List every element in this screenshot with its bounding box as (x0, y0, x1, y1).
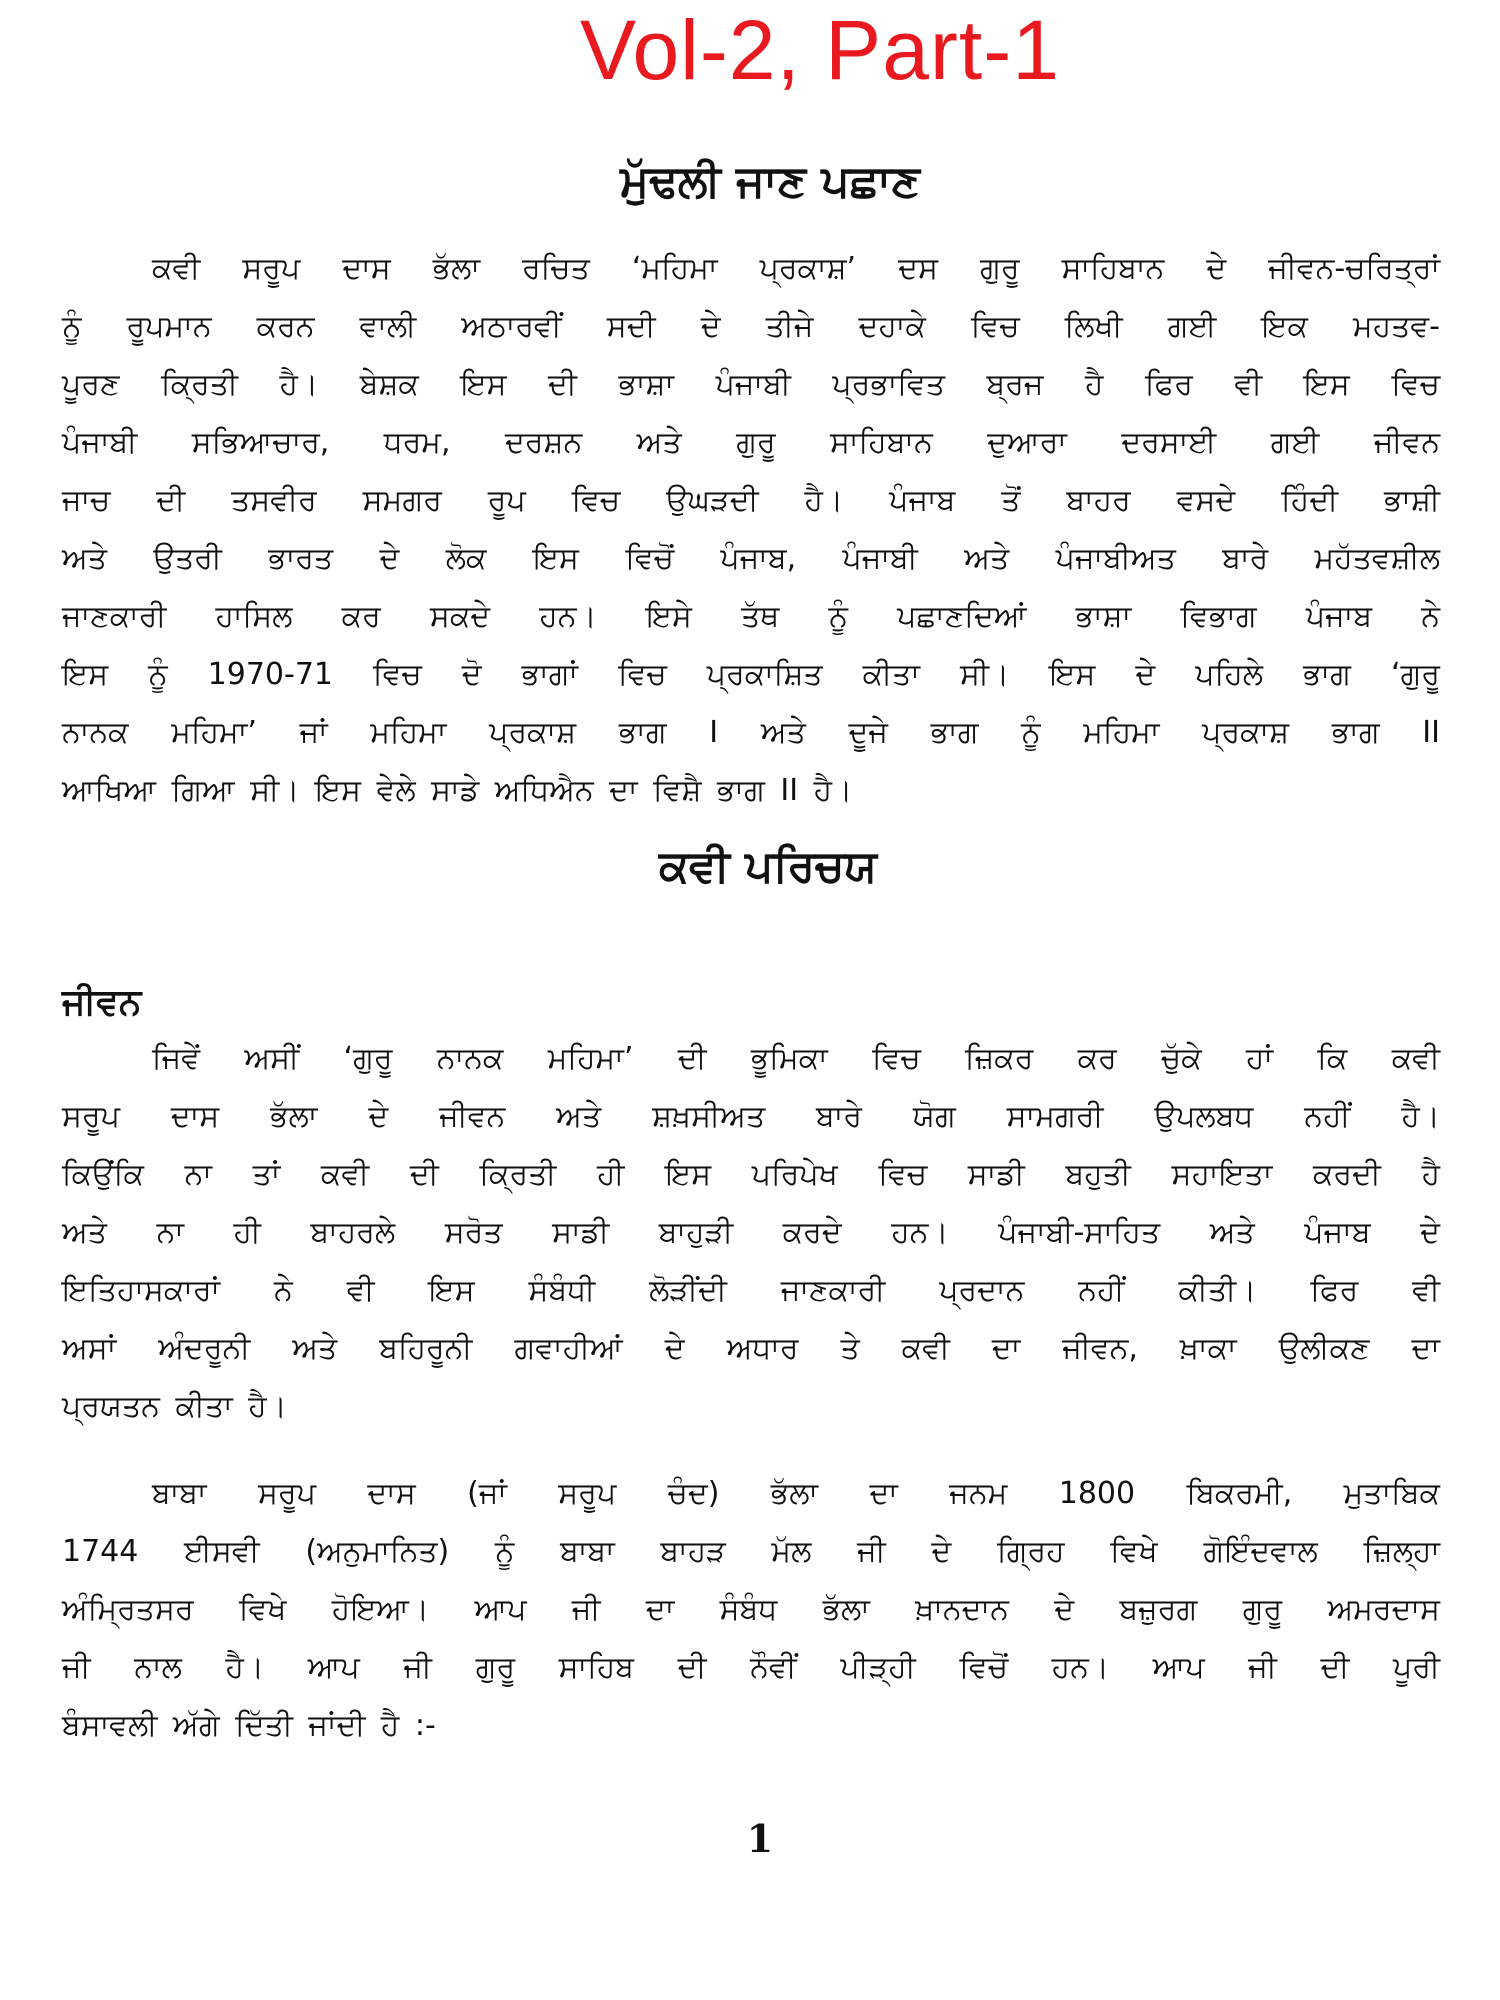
paragraph-birth (62, 1465, 1440, 1755)
text-line: ਪ੍ਰਯਤਨ ਕੀਤਾ ਹੈ। (62, 1389, 287, 1424)
text-line: ਇਤਿਹਾਸਕਾਰਾਂ ਨੇ ਵੀ ਇਸ ਸੰਬੰਧੀ ਲੋੜੀਂਦੀ ਜਾਣਕਾਰੀ ਪ੍ਰਦਾਨ ਨਹੀਂ ਕੀਤੀ। ਫਿਰ ਵੀ (62, 1273, 1440, 1308)
text-line: ਜਾਣਕਾਰੀ ਹਾਸਿਲ ਕਰ ਸਕਦੇ ਹਨ। ਇਸੇ ਤੱਥ ਨੂੰ ਪਛਾਣਦਿਆਂ ਭਾਸ਼ਾ ਵਿਭਾਗ ਪੰਜਾਬ ਨੇ (62, 599, 1440, 634)
text-line: ਬੰਸਾਵਲੀ ਅੱਗੇ ਦਿੱਤੀ ਜਾਂਦੀ ਹੈ :- (62, 1708, 436, 1743)
text-line: ਆਖਿਆ ਗਿਆ ਸੀ। ਇਸ ਵੇਲੇ ਸਾਡੇ ਅਧਿਐਨ ਦਾ ਵਿਸ਼ੈ ਭਾਗ II ਹੈ। (62, 773, 853, 808)
subsection-heading-life: ਜੀਵਨ (62, 982, 142, 1023)
paragraph-introduction (62, 240, 1440, 820)
text-line: ਨੂੰ ਰੂਪਮਾਨ ਕਰਨ ਵਾਲੀ ਅਠਾਰਵੀਂ ਸਦੀ ਦੇ ਤੀਜੇ ਦਹਾਕੇ ਵਿਚ ਲਿਖੀ ਗਈ ਇਕ ਮਹਤਵ- (62, 309, 1440, 344)
text-line: ਅਤੇ ਉਤਰੀ ਭਾਰਤ ਦੇ ਲੋਕ ਇਸ ਵਿਚੋਂ ਪੰਜਾਬ, ਪੰਜਾਬੀ ਅਤੇ ਪੰਜਾਬੀਅਤ ਬਾਰੇ ਮਹੱਤਵਸ਼ੀਲ (62, 541, 1440, 576)
page-number: 1 (746, 1816, 774, 1861)
text-line: ਪੂਰਣ ਕ੍ਰਿਤੀ ਹੈ। ਬੇਸ਼ਕ ਇਸ ਦੀ ਭਾਸ਼ਾ ਪੰਜਾਬੀ ਪ੍ਰਭਾਵਿਤ ਬ੍ਰਜ ਹੈ ਫਿਰ ਵੀ ਇਸ ਵਿਚ (62, 367, 1440, 402)
text-line: ਜਾਚ ਦੀ ਤਸਵੀਰ ਸਮਗਰ ਰੂਪ ਵਿਚ ਉਘੜਦੀ ਹੈ। ਪੰਜਾਬ ਤੋਂ ਬਾਹਰ ਵਸਦੇ ਹਿੰਦੀ ਭਾਸ਼ੀ (62, 483, 1440, 518)
paragraph-life (62, 1030, 1440, 1436)
text-line: ਕਵੀ ਸਰੂਪ ਦਾਸ ਭੱਲਾ ਰਚਿਤ ‘ਮਹਿਮਾ ਪ੍ਰਕਾਸ਼’ ਦਸ ਗੁਰੂ ਸਾਹਿਬਾਨ ਦੇ ਜੀਵਨ-ਚਰਿਤ੍ਰਾਂ (152, 251, 1440, 286)
text-line: ਬਾਬਾ ਸਰੂਪ ਦਾਸ (ਜਾਂ ਸਰੂਪ ਚੰਦ) ਭੱਲਾ ਦਾ ਜਨਮ 1800 ਬਿਕਰਮੀ, ਮੁਤਾਬਿਕ (152, 1476, 1440, 1511)
text-line: ਪੰਜਾਬੀ ਸਭਿਆਚਾਰ, ਧਰਮ, ਦਰਸ਼ਨ ਅਤੇ ਗੁਰੂ ਸਾਹਿਬਾਨ ਦੁਆਰਾ ਦਰਸਾਈ ਗਈ ਜੀਵਨ (62, 425, 1440, 460)
text-line: ਜਿਵੇਂ ਅਸੀਂ ‘ਗੁਰੂ ਨਾਨਕ ਮਹਿਮਾ’ ਦੀ ਭੂਮਿਕਾ ਵਿਚ ਜ਼ਿਕਰ ਕਰ ਚੁੱਕੇ ਹਾਂ ਕਿ ਕਵੀ (152, 1041, 1440, 1076)
volume-label: Vol-2, Part-1 (580, 3, 1060, 97)
text-line: ਜੀ ਨਾਲ ਹੈ। ਆਪ ਜੀ ਗੁਰੂ ਸਾਹਿਬ ਦੀ ਨੌਵੀਂ ਪੀੜ੍ਹੀ ਵਿਚੋਂ ਹਨ। ਆਪ ਜੀ ਦੀ ਪੂਰੀ (62, 1650, 1440, 1685)
text-line: ਨਾਨਕ ਮਹਿਮਾ’ ਜਾਂ ਮਹਿਮਾ ਪ੍ਰਕਾਸ਼ ਭਾਗ I ਅਤੇ ਦੂਜੇ ਭਾਗ ਨੂੰ ਮਹਿਮਾ ਪ੍ਰਕਾਸ਼ ਭਾਗ II (62, 715, 1440, 750)
text-line: 1744 ਈਸਵੀ (ਅਨੁਮਾਨਿਤ) ਨੂੰ ਬਾਬਾ ਬਾਹੜ ਮੱਲ ਜੀ ਦੇ ਗ੍ਰਿਹ ਵਿਖੇ ਗੋਇੰਦਵਾਲ ਜ਼ਿਲ੍ਹਾ (62, 1534, 1440, 1569)
section-heading-introduction: ਮੁੱਢਲੀ ਜਾਣ ਪਛਾਣ (620, 156, 920, 207)
text-line: ਅੰਮ੍ਰਿਤਸਰ ਵਿਖੇ ਹੋਇਆ। ਆਪ ਜੀ ਦਾ ਸੰਬੰਧ ਭੱਲਾ ਖ਼ਾਨਦਾਨ ਦੇ ਬਜ਼ੁਰਗ ਗੁਰੂ ਅਮਰਦਾਸ (62, 1592, 1440, 1627)
text-line: ਸਰੂਪ ਦਾਸ ਭੱਲਾ ਦੇ ਜੀਵਨ ਅਤੇ ਸ਼ਖ਼ਸੀਅਤ ਬਾਰੇ ਯੋਗ ਸਾਮਗਰੀ ਉਪਲਬਧ ਨਹੀਂ ਹੈ। (62, 1099, 1440, 1134)
text-line: ਅਤੇ ਨਾ ਹੀ ਬਾਹਰਲੇ ਸਰੋਤ ਸਾਡੀ ਬਾਹੁੜੀ ਕਰਦੇ ਹਨ। ਪੰਜਾਬੀ-ਸਾਹਿਤ ਅਤੇ ਪੰਜਾਬ ਦੇ (62, 1215, 1440, 1250)
section-heading-poet-introduction: ਕਵੀ ਪਰਿਚਯ (659, 841, 877, 892)
text-line: ਅਸਾਂ ਅੰਦਰੂਨੀ ਅਤੇ ਬਹਿਰੂਨੀ ਗਵਾਹੀਆਂ ਦੇ ਅਧਾਰ ਤੇ ਕਵੀ ਦਾ ਜੀਵਨ, ਖ਼ਾਕਾ ਉਲੀਕਣ ਦਾ (62, 1331, 1440, 1366)
text-line: ਕਿਉਂਕਿ ਨਾ ਤਾਂ ਕਵੀ ਦੀ ਕ੍ਰਿਤੀ ਹੀ ਇਸ ਪਰਿਪੇਖ ਵਿਚ ਸਾਡੀ ਬਹੁਤੀ ਸਹਾਇਤਾ ਕਰਦੀ ਹੈ (62, 1157, 1440, 1192)
text-line: ਇਸ ਨੂੰ 1970-71 ਵਿਚ ਦੋ ਭਾਗਾਂ ਵਿਚ ਪ੍ਰਕਾਸ਼ਿਤ ਕੀਤਾ ਸੀ। ਇਸ ਦੇ ਪਹਿਲੇ ਭਾਗ ‘ਗੁਰੂ (62, 657, 1440, 692)
